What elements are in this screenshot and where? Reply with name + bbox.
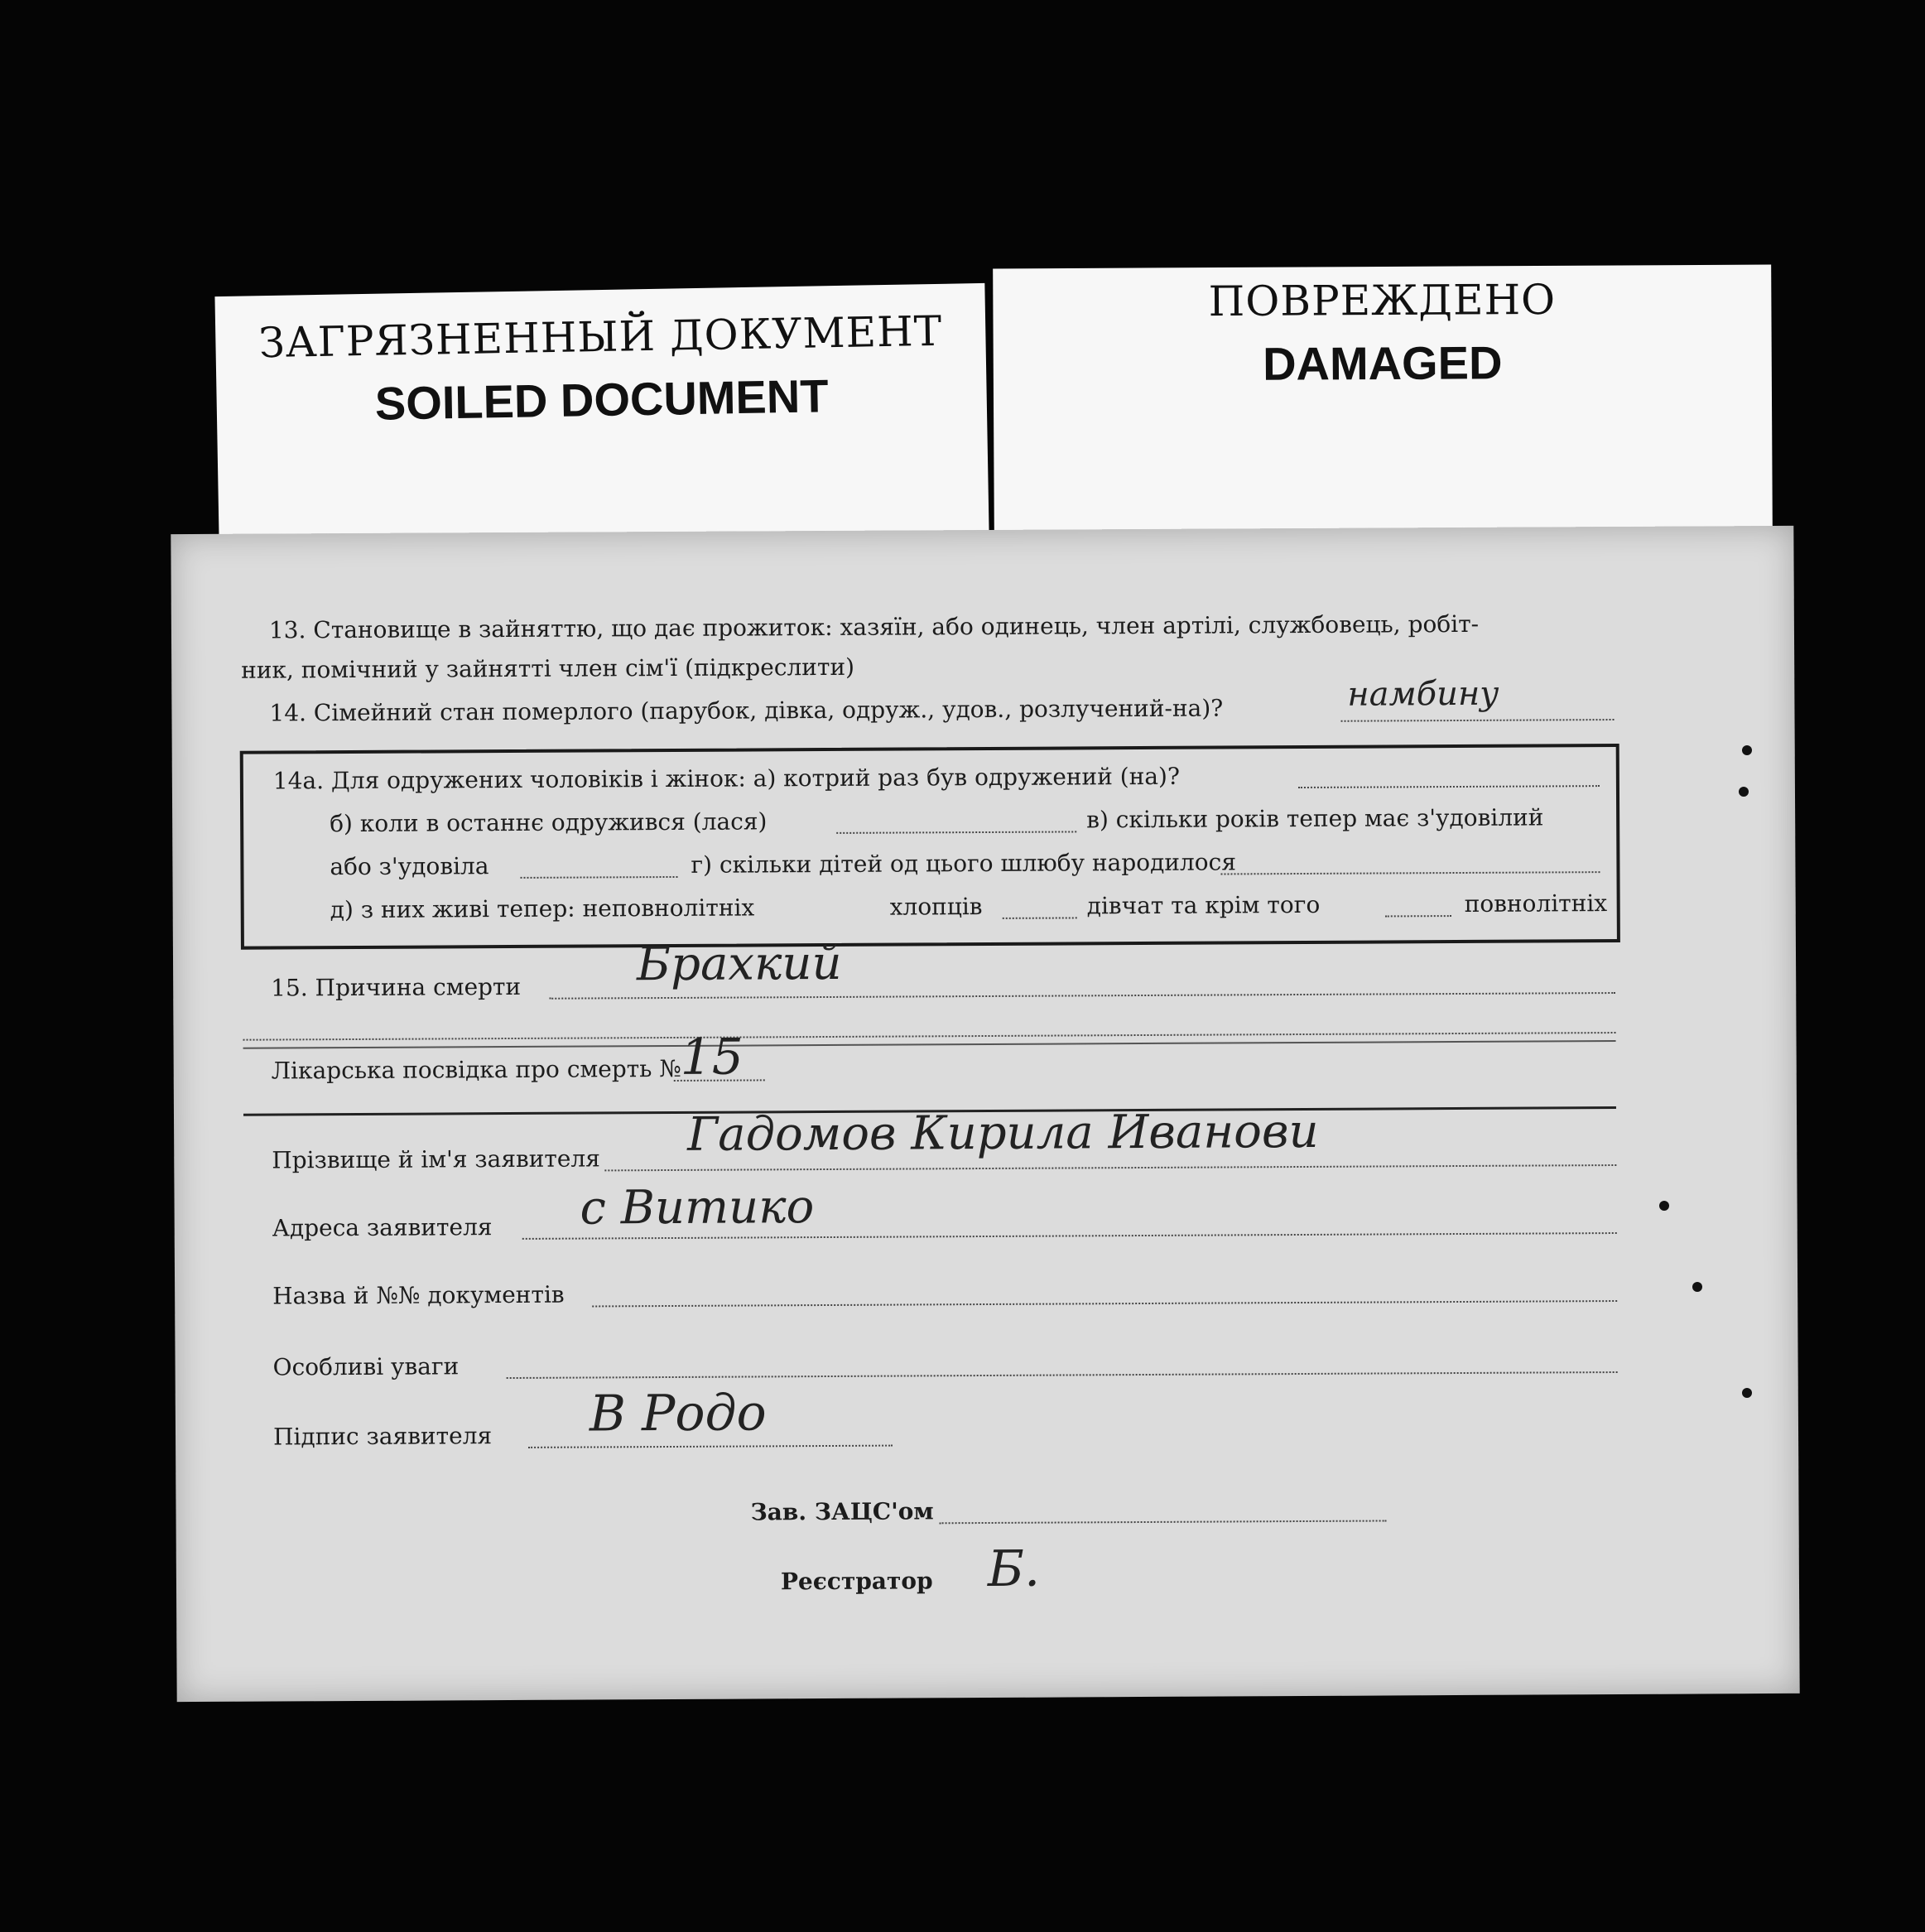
damaged-label-en: DAMAGED — [1262, 336, 1503, 390]
applicant-signature-label: Підпис заявителя — [272, 1422, 493, 1451]
q13-line2: ник, помічний у зайнятті член сім'ї (підкреслити) — [241, 653, 855, 684]
q14-label: 14. Сімейний стан померлого (парубок, дівка, одруж., удов., розлучений-на)? — [269, 694, 1224, 727]
address-handwriting: с Витико — [580, 1180, 815, 1236]
q14a-line4a: д) з них живі тепер: неповнолітніх — [330, 894, 755, 924]
q15-second-line — [243, 1032, 1616, 1041]
documents-dots — [592, 1300, 1617, 1307]
q14a-line4b: хлопців — [889, 893, 983, 921]
remarks-dots — [507, 1371, 1618, 1379]
q14a-line4c: дівчат та крім того — [1086, 890, 1321, 920]
q14a-dots4 — [1220, 871, 1600, 874]
applicant-name-label: Прізвище й ім'я заявителя — [272, 1144, 600, 1174]
q14a-line2b: в) скільки років тепер має з'удовілий — [1086, 803, 1544, 834]
damaged-label — [993, 265, 1773, 534]
q14a-line2a: б) коли в останнє одружився (лася) — [330, 807, 768, 838]
q14a-line3b: г) скільки дітей од цього шлюбу народилося — [691, 848, 1237, 879]
q13-line1: 13. Становище в зайняттю, що дає прожиток: хазяїн, або одинець, член артілі, службовець, робіт- — [268, 609, 1480, 644]
q14a-line3a: або з'удовіла — [330, 852, 489, 881]
registrar-label: Реєстратор — [780, 1567, 933, 1596]
signature-dots — [528, 1445, 893, 1448]
q14a-line1: 14а. Для одружених чоловіків і жінок: а) котрий раз був одружений (на)? — [272, 762, 1181, 795]
medical-cert-label: Лікарська посвідка про смерть № — [271, 1054, 681, 1085]
applicant-signature-handwriting: В Родо — [589, 1384, 767, 1443]
registrar-handwriting: Б. — [987, 1539, 1041, 1598]
q14-dotted-line — [1341, 719, 1615, 722]
punch-hole-5 — [1742, 1388, 1752, 1398]
punch-hole-1 — [1742, 745, 1752, 755]
punch-hole-4 — [1692, 1282, 1702, 1292]
punch-hole-2 — [1739, 787, 1749, 797]
damaged-label-ru: ПОВРЕЖДЕНО — [1208, 275, 1557, 326]
applicant-name-handwriting: Гадомов Кирила Иванови — [686, 1104, 1319, 1162]
separator-1 — [243, 1040, 1616, 1049]
head-zags-dots — [940, 1520, 1387, 1524]
q14a-dots2 — [836, 831, 1076, 834]
q14a-dots6 — [1385, 915, 1451, 917]
section-14a-box — [240, 744, 1620, 950]
applicant-address-label: Адреса заявителя — [272, 1213, 493, 1242]
q14a-line4d: повнолітніх — [1464, 889, 1608, 918]
soiled-document-label — [214, 283, 989, 545]
q14a-dots3 — [520, 876, 677, 879]
punch-hole-3 — [1659, 1201, 1669, 1211]
registration-form-sheet — [171, 526, 1799, 1702]
q14a-dots5 — [1003, 917, 1077, 918]
soiled-label-ru: ЗАГРЯЗНЕННЫЙ ДОКУМЕНТ — [258, 306, 943, 368]
head-zags-label: Зав. ЗАЦС'ом — [750, 1497, 934, 1526]
remarks-label: Особливі уваги — [272, 1352, 460, 1381]
cert-number-handwriting: 15 — [680, 1028, 744, 1086]
marital-status-handwriting: намбину — [1347, 674, 1499, 714]
q15-label: 15. Причина смерти — [271, 972, 522, 1002]
applicant-name-dots — [604, 1164, 1616, 1171]
cause-of-death-handwriting: Брахкий — [636, 936, 842, 992]
documents-label: Назва й №№ документів — [272, 1280, 565, 1310]
soiled-label-en: SOILED DOCUMENT — [374, 369, 829, 430]
q14a-dots1 — [1298, 785, 1600, 788]
q15-dotted-line — [549, 992, 1615, 1000]
